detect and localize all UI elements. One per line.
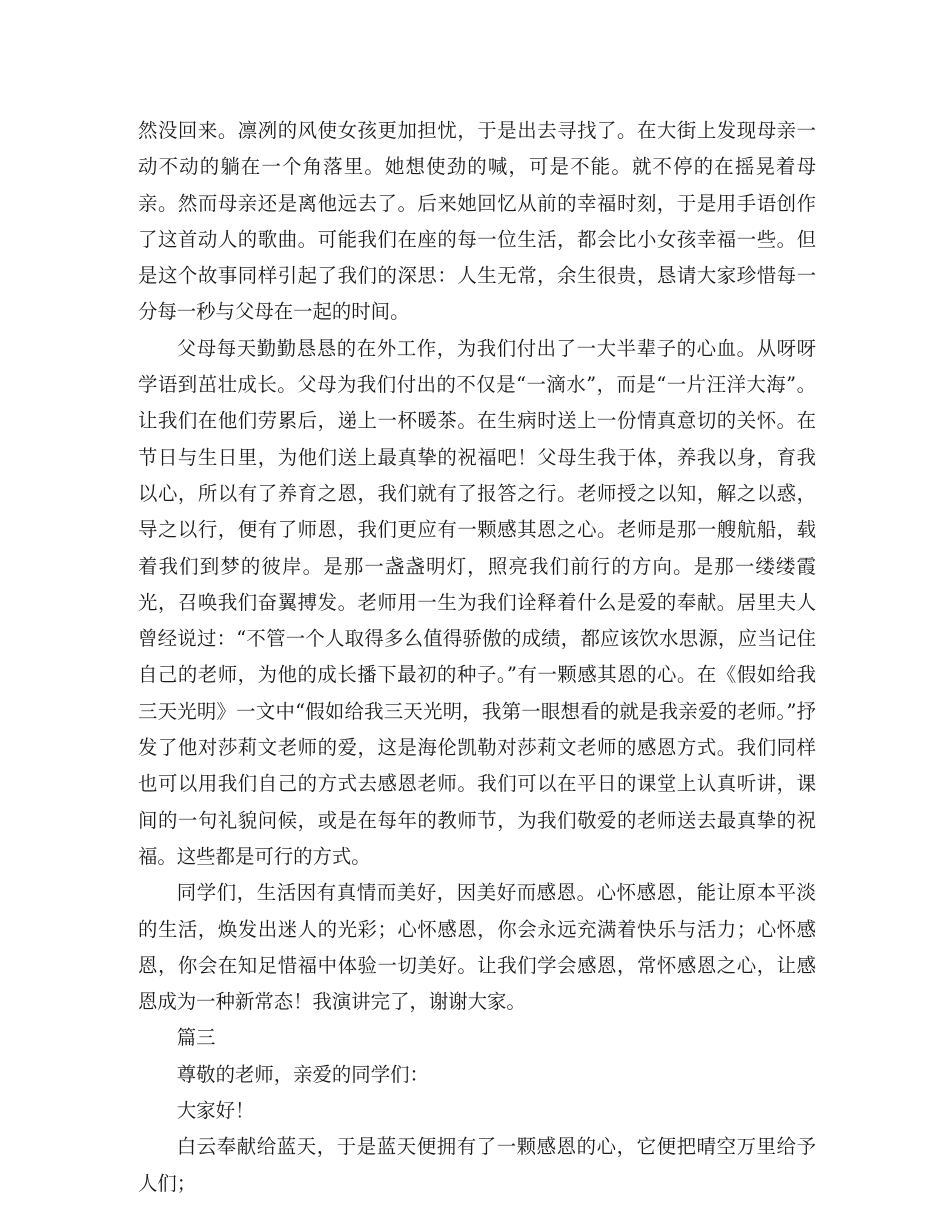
- paragraph-conclusion: 同学们，生活因有真情而美好，因美好而感恩。心怀感恩，能让原本平淡的生活，焕发出迷人的光彩；心怀感恩，你会永远充满着快乐与活力；心怀感恩，你会在知足惜福中体验一切美好。让我们学会感恩，常怀感恩之心，让感恩成为一种新常态！我演讲完了，谢谢大家。: [138, 881, 816, 1014]
- salutation: 尊敬的老师，亲爱的同学们：: [176, 1062, 429, 1086]
- paragraph-continuation: 然没回来。凛冽的风使女孩更加担忧，于是出去寻找了。在大街上发现母亲一动不动的躺在一个角落里。她想使劲的喊，可是不能。就不停的在摇晃着母亲。然而母亲还是离他远去了。后来她回忆从前的幸福时刻，于是用手语创作了这首动人的歌曲。可能我们在座的每一位生活，都会比小女孩幸福一些。但是这个故事同样引起了我们的深思：人生无常，余生很贵，恳请大家珍惜每一分每一秒与父母在一起的时间。: [138, 119, 816, 324]
- paragraph-parents-and-teachers: 父母每天勤勤恳恳的在外工作，为我们付出了一大半辈子的心血。从呀呀学语到茁壮成长。父母为我们付出的不仅是“一滴水”，而是“一片汪洋大海”。让我们在他们劳累后，递上一杯暖茶。在生病时送上一份情真意切的关怀。在节日与生日里，为他们送上最真挚的祝福吧！父母生我于体，养我以身，育我以心，所以有了养育之恩，我们就有了报答之行。老师授之以知，解之以惑，导之以行，便有了师恩，我们更应有一颗感其恩之心。老师是那一艘航船，载着我们到梦的彼岸。是那一盏盏明灯，照亮我们前行的方向。是那一缕缕霞光，召唤我们奋翼搏发。老师用一生为我们诠释着什么是爱的奉献。居里夫人曾经说过：“不管一个人取得多么值得骄傲的成绩，都应该饮水思源，应当记住自己的老师，为他的成长播下最初的种子。”有一颗感其恩的心。在《假如给我三天光明》一文中“假如给我三天光明，我第一眼想看的就是我亲爱的老师。”抒发了他对莎莉文老师的爱，这是海伦凯勒对莎莉文老师的感恩方式。我们同样也可以用我们自己的方式去感恩老师。我们可以在平日的课堂上认真听讲，课间的一句礼貌问候，或是在每年的教师节，为我们敬爱的老师送去最真挚的祝福。这些都是可行的方式。: [138, 336, 816, 868]
- section-heading: 篇三: [176, 1026, 216, 1050]
- document-body: [138, 113, 816, 1202]
- greeting: 大家好！: [176, 1099, 255, 1123]
- paragraph-opening: 白云奉献给蓝天，于是蓝天便拥有了一颗感恩的心，它便把晴空万里给予人们；: [138, 1135, 816, 1195]
